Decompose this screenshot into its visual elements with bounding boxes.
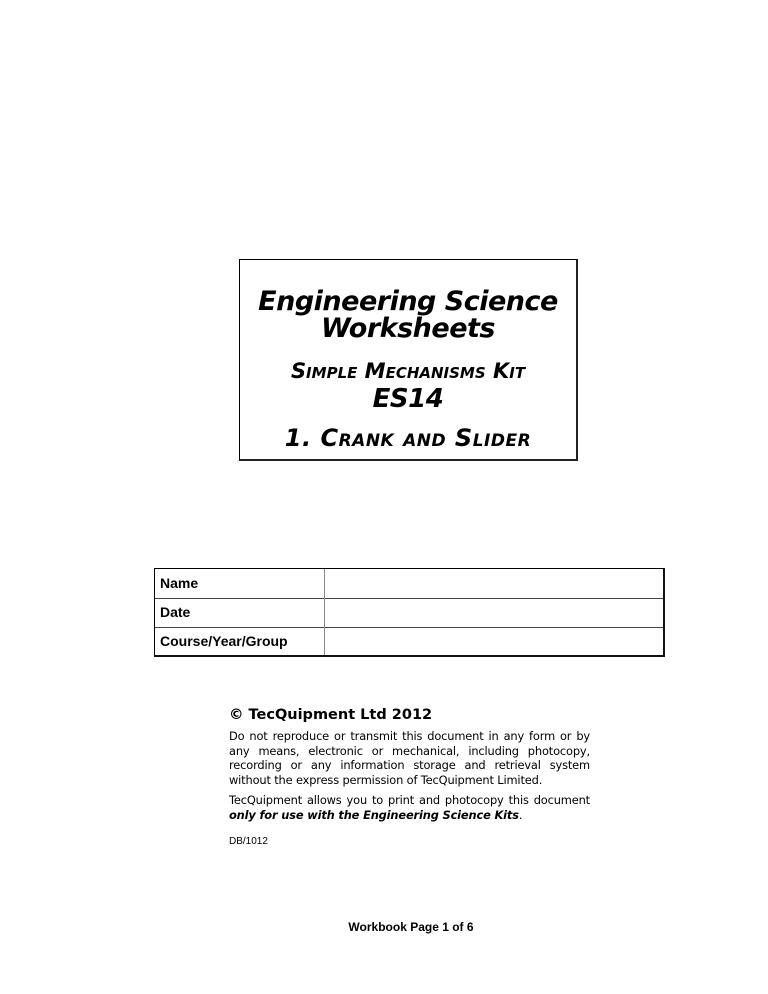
- title-line-2: Worksheets: [320, 313, 496, 344]
- document-reference: DB/1012: [229, 836, 268, 847]
- kit-code: ES14: [372, 384, 444, 414]
- copyright-section: [229, 706, 590, 823]
- date-label: Date: [160, 604, 191, 620]
- page-footer: Workbook Page 1 of 6: [348, 920, 474, 934]
- table-row-date: [155, 598, 663, 628]
- table-row-name: [155, 569, 663, 599]
- title-line-1: Engineering Science: [258, 286, 558, 317]
- usage-emphasis: only for use with the Engineering Science Kits: [229, 807, 519, 822]
- student-info-table: [154, 568, 665, 657]
- kit-name: Simple Mechanisms Kit: [290, 359, 526, 383]
- column-divider: [324, 569, 325, 655]
- course-label: Course/Year/Group: [160, 633, 288, 649]
- usage-permission: TecQuipment allows you to print and photocopy this document only for use with the Engineering Science Kits.: [229, 793, 590, 822]
- name-field[interactable]: [326, 569, 663, 598]
- date-field[interactable]: [326, 598, 663, 627]
- title-box: [239, 259, 578, 461]
- name-label: Name: [160, 575, 199, 591]
- copyright-heading: © TecQuipment Ltd 2012: [229, 707, 433, 723]
- course-field[interactable]: [326, 627, 663, 656]
- table-row-course: [155, 627, 663, 656]
- worksheet-title: 1. Crank and Slider: [284, 424, 532, 452]
- copyright-notice: Do not reproduce or transmit this document in any form or by any means, electronic or mechanical, including photocopy, recording or any information storage and retrieval system without the express permission of TecQuipment Limited.: [229, 729, 590, 787]
